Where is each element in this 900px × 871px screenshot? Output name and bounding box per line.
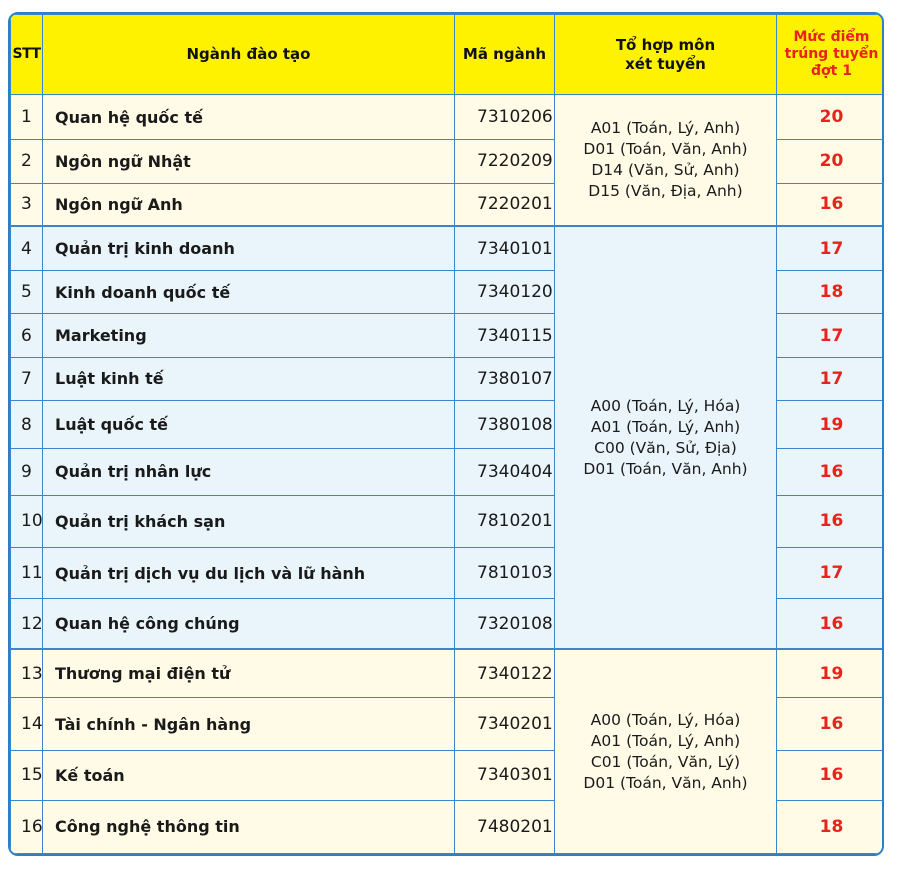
row-score: 16 xyxy=(777,449,885,495)
row-stt: 16 xyxy=(11,800,43,853)
row-program-code: 7220201 xyxy=(455,183,555,226)
row-score: 17 xyxy=(777,357,885,400)
row-program-code: 7340120 xyxy=(455,271,555,314)
row-program-name: Kế toán xyxy=(43,751,455,800)
row-stt: 11 xyxy=(11,547,43,598)
header-stt: STT xyxy=(11,15,43,95)
row-score: 16 xyxy=(777,697,885,750)
row-program-code: 7380107 xyxy=(455,357,555,400)
row-program-code: 7220209 xyxy=(455,140,555,183)
row-program-name: Quản trị dịch vụ du lịch và lữ hành xyxy=(43,547,455,598)
row-program-code: 7810103 xyxy=(455,547,555,598)
row-stt: 9 xyxy=(11,449,43,495)
row-program-name: Marketing xyxy=(43,314,455,357)
combo-item: C01 (Toán, Văn, Lý) xyxy=(590,752,741,771)
row-program-code: 7380108 xyxy=(455,400,555,448)
combo-item: D01 (Toán, Văn, Anh) xyxy=(583,459,748,478)
row-stt: 10 xyxy=(11,495,43,547)
row-program-code: 7480201 xyxy=(455,800,555,853)
row-program-code: 7320108 xyxy=(455,599,555,649)
combo-item: D14 (Văn, Sử, Anh) xyxy=(591,161,740,180)
row-score: 20 xyxy=(777,140,885,183)
header-program-name: Ngành đào tạo xyxy=(43,15,455,95)
row-score: 19 xyxy=(777,400,885,448)
row-stt: 5 xyxy=(11,271,43,314)
row-score: 18 xyxy=(777,800,885,853)
row-program-code: 7340122 xyxy=(455,649,555,697)
row-stt: 8 xyxy=(11,400,43,448)
header-admission-score xyxy=(777,15,885,95)
header-row xyxy=(11,15,885,95)
header-score-line1: Mức điểm xyxy=(793,29,870,45)
row-stt: 6 xyxy=(11,314,43,357)
row-score: 17 xyxy=(777,547,885,598)
row-program-code: 7310206 xyxy=(455,95,555,140)
row-program-name: Quan hệ quốc tế xyxy=(43,95,455,140)
row-score: 16 xyxy=(777,751,885,800)
row-stt: 12 xyxy=(11,599,43,649)
row-score: 20 xyxy=(777,95,885,140)
header-score-line3: đợt 1 xyxy=(811,63,852,79)
row-score: 18 xyxy=(777,271,885,314)
row-stt: 7 xyxy=(11,357,43,400)
row-program-code: 7340101 xyxy=(455,226,555,270)
header-score-line2: trúng tuyển xyxy=(784,46,879,62)
row-program-name: Quản trị nhân lực xyxy=(43,449,455,495)
combo-item: D15 (Văn, Địa, Anh) xyxy=(588,182,743,201)
header-subject-combination xyxy=(555,15,777,95)
row-stt: 13 xyxy=(11,649,43,697)
combo-item: D01 (Toán, Văn, Anh) xyxy=(583,140,748,159)
combo-group-3 xyxy=(555,649,777,853)
row-program-name: Ngôn ngữ Nhật xyxy=(43,140,455,183)
row-program-name: Thương mại điện tử xyxy=(43,649,455,697)
combo-item: A01 (Toán, Lý, Anh) xyxy=(590,417,741,436)
row-stt: 4 xyxy=(11,226,43,270)
row-score: 19 xyxy=(777,649,885,697)
row-score: 16 xyxy=(777,599,885,649)
row-program-name: Kinh doanh quốc tế xyxy=(43,271,455,314)
row-program-name: Quản trị khách sạn xyxy=(43,495,455,547)
row-score: 16 xyxy=(777,183,885,226)
row-score: 16 xyxy=(777,495,885,547)
combo-group-2 xyxy=(555,226,777,649)
row-program-name: Quản trị kinh doanh xyxy=(43,226,455,270)
combo-item: D01 (Toán, Văn, Anh) xyxy=(583,773,748,792)
admission-score-table-frame xyxy=(8,12,884,856)
row-stt: 14 xyxy=(11,697,43,750)
row-program-name: Quan hệ công chúng xyxy=(43,599,455,649)
combo-item: C00 (Văn, Sử, Địa) xyxy=(594,438,737,457)
row-program-code: 7810201 xyxy=(455,495,555,547)
row-program-code: 7340201 xyxy=(455,697,555,750)
row-stt: 3 xyxy=(11,183,43,226)
row-program-name: Luật kinh tế xyxy=(43,357,455,400)
row-score: 17 xyxy=(777,226,885,270)
row-score: 17 xyxy=(777,314,885,357)
header-combo-line2: xét tuyển xyxy=(625,54,706,73)
combo-group-1 xyxy=(555,95,777,227)
table-row xyxy=(11,226,885,270)
row-program-code: 7340115 xyxy=(455,314,555,357)
row-stt: 1 xyxy=(11,95,43,140)
admission-score-table xyxy=(10,14,884,854)
row-stt: 2 xyxy=(11,140,43,183)
row-program-name: Luật quốc tế xyxy=(43,400,455,448)
combo-item: A00 (Toán, Lý, Hóa) xyxy=(590,396,741,415)
row-program-name: Tài chính - Ngân hàng xyxy=(43,697,455,750)
row-program-name: Công nghệ thông tin xyxy=(43,800,455,853)
table-row xyxy=(11,649,885,697)
table-row xyxy=(11,95,885,140)
row-stt: 15 xyxy=(11,751,43,800)
header-combo-line1: Tổ hợp môn xyxy=(615,35,716,54)
row-program-code: 7340404 xyxy=(455,449,555,495)
row-program-code: 7340301 xyxy=(455,751,555,800)
header-program-code: Mã ngành xyxy=(455,15,555,95)
combo-item: A01 (Toán, Lý, Anh) xyxy=(590,119,741,138)
combo-item: A01 (Toán, Lý, Anh) xyxy=(590,731,741,750)
row-program-name: Ngôn ngữ Anh xyxy=(43,183,455,226)
combo-item: A00 (Toán, Lý, Hóa) xyxy=(590,710,741,729)
